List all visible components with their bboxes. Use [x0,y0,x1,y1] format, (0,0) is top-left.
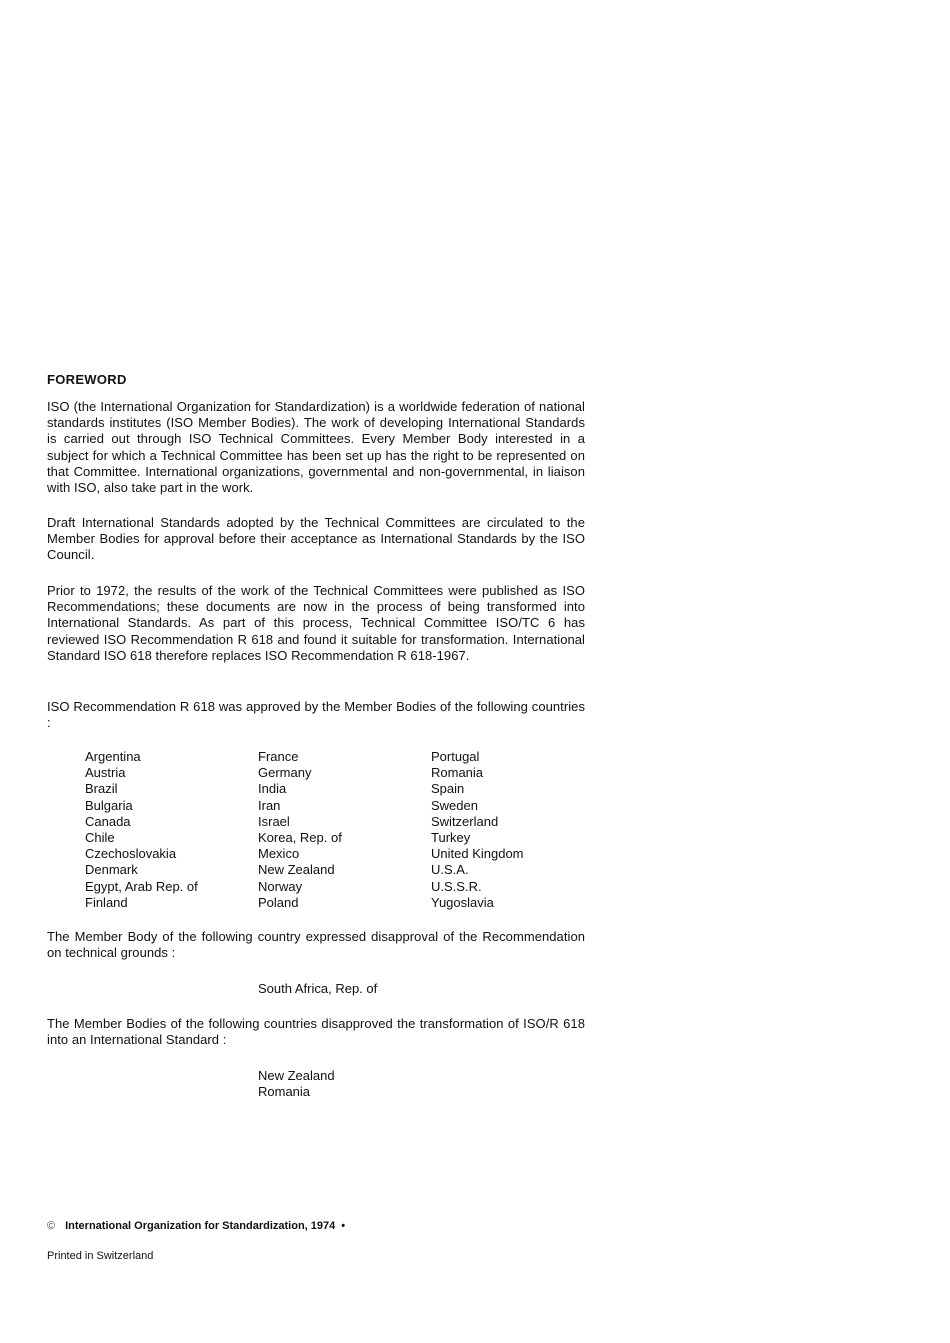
foreword-paragraph-draft-standards: Draft International Standards adopted by the Technical Committees are circulated to the Member Bodies for approval before their acceptance as International Standards by the ISO Council. [47,515,585,563]
country-name: Austria [85,765,126,781]
copyright-text: International Organization for Standardization, 1974 [65,1220,336,1232]
country-list-column-2 [258,749,342,911]
foreword-paragraph-iso-intro: ISO (the International Organization for Standardization) is a worldwide federation of national standards institutes (ISO Member Bodies). The work of developing International Standards is carried out through ISO Technical Committees. Every Member Body interested in a subject for which a Technical Committee has been set up has the right to be represented on that Committee. International organizations, governmental and non-governmental, in liaison with ISO, also take part in the work. [47,399,585,496]
country-name: Sweden [431,797,478,813]
country-name: Turkey [431,830,471,846]
country-name: India [258,781,287,797]
country-name: Czechoslovakia [85,846,177,862]
country-name: Argentina [85,749,141,764]
country-name: Denmark [85,862,138,878]
country-name: Norway [258,878,303,894]
printed-in-line: Printed in Switzerland [47,1250,154,1262]
copyright-line [47,1220,345,1232]
country-list-column-3 [431,749,524,911]
bullet-icon: • [341,1220,346,1232]
country-name: New Zealand [258,862,335,878]
transformation-disapproval-paragraph: The Member Bodies of the following countries disapproved the transformation of ISO/R 618 into an International Standard : [47,1016,585,1048]
country-name: Portugal [431,749,480,764]
foreword-heading: FOREWORD [47,372,127,387]
country-name: Canada [85,813,131,829]
country-name: Spain [431,781,465,797]
foreword-paragraph-approval: ISO Recommendation R 618 was approved by the Member Bodies of the following countries : [47,699,585,731]
disapproving-country: South Africa, Rep. of [258,981,378,996]
country-name: U.S.S.R. [431,878,482,894]
country-name: Iran [258,797,281,813]
country-name: Yugoslavia [431,894,494,910]
country-name: France [258,749,299,764]
country-name: Switzerland [431,813,499,829]
country-name: Finland [85,894,128,910]
copyright-symbol: © [47,1220,56,1232]
country-name: Brazil [85,781,118,797]
country-name: Germany [258,765,312,781]
country-name: United Kingdom [431,846,524,862]
country-name: New Zealand [258,1068,335,1083]
country-name: Korea, Rep. of [258,830,342,846]
country-name: Bulgaria [85,797,133,813]
country-name: U.S.A. [431,862,469,878]
disapproval-paragraph: The Member Body of the following country expressed disapproval of the Recommendation on technical grounds : [47,929,585,961]
country-name: Chile [85,830,115,846]
country-name: Romania [258,1084,311,1100]
transformation-disapproval-list [258,1068,335,1100]
country-name: Egypt, Arab Rep. of [85,878,198,894]
foreword-paragraph-transformation: Prior to 1972, the results of the work of the Technical Committees were published as ISO Recommendations; these documents are now in the process of being transformed into International Standards. As part of this process, Technical Committee ISO/TC 6 has reviewed ISO Recommendation R 618 and found it suitable for transformation. International Standard ISO 618 therefore replaces ISO Recommendation R 618-1967. [47,583,585,663]
country-name: Mexico [258,846,300,862]
country-name: Poland [258,894,299,910]
country-name: Romania [431,765,484,781]
country-list-column-1 [85,749,198,911]
country-name: Israel [258,813,290,829]
